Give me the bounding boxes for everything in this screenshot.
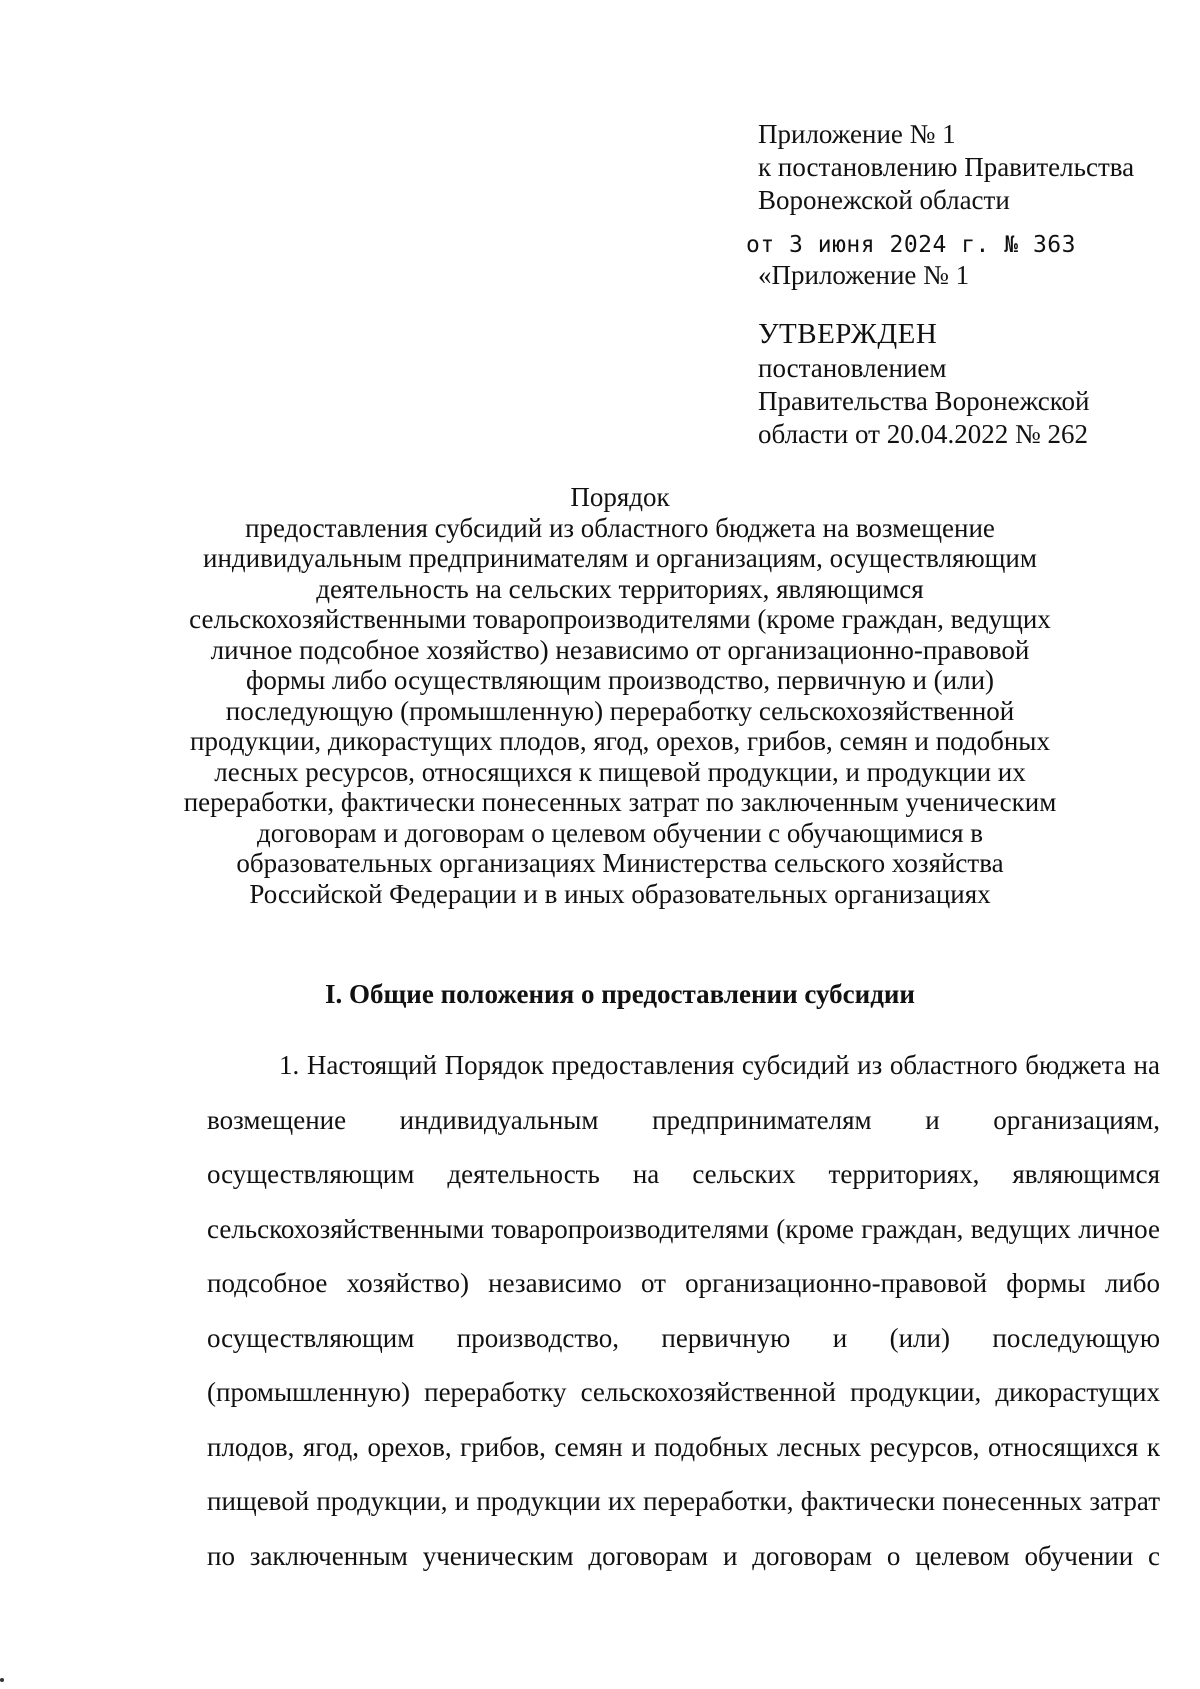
approval-heading: УТВЕРЖДЕН: [758, 318, 938, 350]
section-heading: I. Общие положения о предоставлении субсидии: [325, 979, 915, 1009]
appendix-number: Приложение № 1: [758, 119, 956, 149]
document-title-block: [180, 482, 1060, 909]
scan-speck: [0, 1678, 4, 1682]
appendix-region: Воронежской области: [758, 185, 1010, 215]
approval-line-1: постановлением: [758, 353, 947, 383]
approval-line-2: Правительства Воронежской: [758, 386, 1090, 416]
approval-line-3: области от 20.04.2022 № 262: [758, 419, 1088, 449]
appendix-header: [746, 118, 1178, 292]
paragraph-1: 1. Настоящий Порядок предоставления субсидий из областного бюджета на возмещение индивидуальным предпринимателям и организациям, осуществляющим деятельность на сельских территориях, являющимся сельскохозяйственными товаропроизводителями (кроме граждан, ведущих личное подсобное хозяйство) независимо от организационно-правовой формы либо осуществляющим производство, первичную и (или) последующую (промышленную) переработку сельскохозяйственной продукции, дикорастущих плодов, ягод, орехов, грибов, семян и подобных лесных ресурсов, относящихся к пищевой продукции, и продукции их переработки, фактически понесенных затрат по заключенным ученическим договорам и договорам о целевом обучении с: [207, 1050, 1160, 1571]
decree-date-stamp: от 3 июня 2024 г. № 363: [746, 232, 1076, 258]
document-kind: Порядок: [570, 482, 670, 512]
approval-block: [758, 316, 1178, 451]
quoted-appendix-number: «Приложение № 1: [758, 260, 970, 290]
appendix-decree-reference: к постановлению Правительства: [758, 152, 1135, 182]
document-title: предоставления субсидий из областного бюджета на возмещение индивидуальным предпринимателям и организациям, осуществляющим деятельность на сельских территориях, являющимся сельскохозяйственными товаропроизводителями (кроме граждан, ведущих личное подсобное хозяйство) независимо от организационно-правовой формы либо осуществляющим производство, первичную и (или) последующую (промышленную) переработку сельскохозяйственной продукции, дикорастущих плодов, ягод, орехов, грибов, семян и подобных лесных ресурсов, относящихся к пищевой продукции, и продукции их переработки, фактически понесенных затрат по заключенным ученическим договорам и договорам о целевом обучении с обучающимися в образовательных организациях Министерства сельского хозяйства Российской Федерации и в иных образовательных организациях: [183, 512, 1057, 909]
